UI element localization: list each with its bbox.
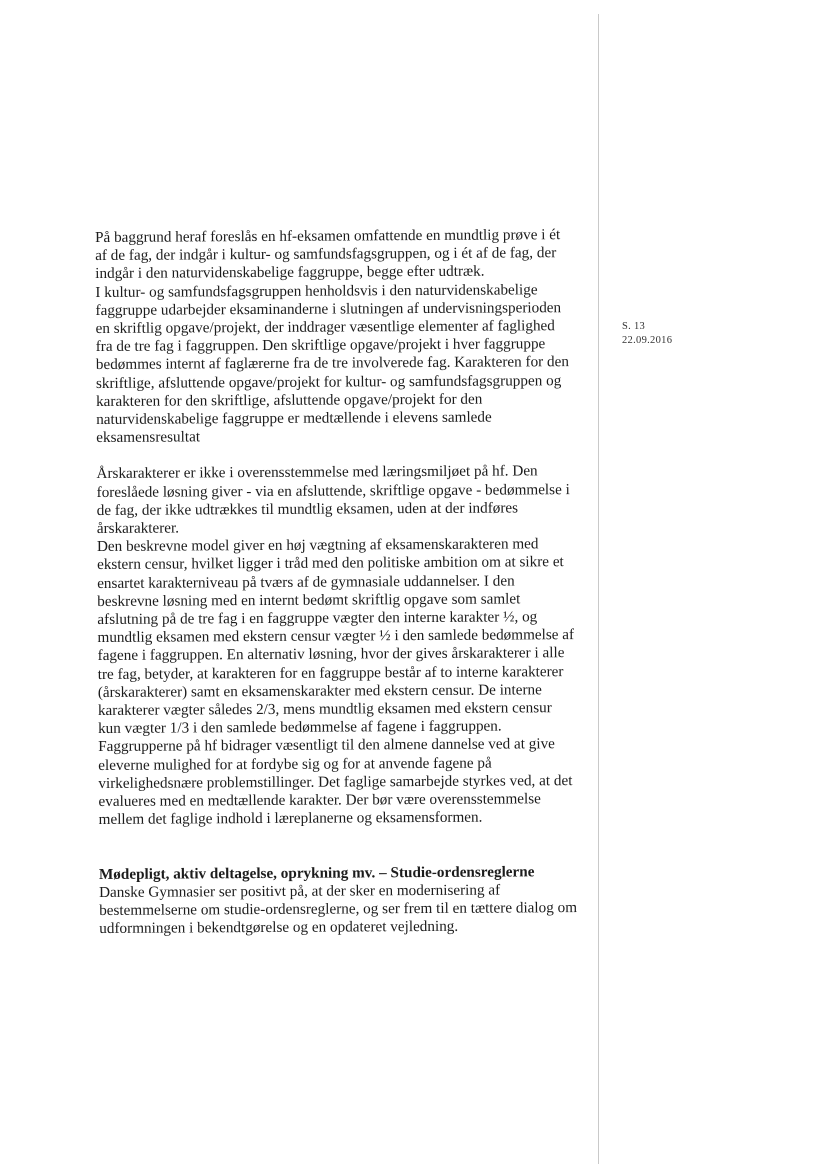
section-gap	[99, 827, 577, 866]
paragraph-study-rules: Danske Gymnasier ser positivt på, at der sker en modernisering af bestemmelserne om studie-ordensreglerne, og ser frem til en tættere dialog om udformningen i bekendtgørelse og en opdateret vejledning.	[98, 881, 578, 938]
paragraph-weighting-model: Den beskrevne model giver en høj vægtning af eksamenskarakteren med ekstern censur, hvilket ligger i tråd med den politiske ambition om at sikre et ensartet karakterniveau på tværs af de gymnasiale uddannelser. I den beskrevne løsning med en internt bedømt skriftlig opgave som samlet afslutning på de tre fag i en faggruppe vægter den interne karakter ½, og mundtlig eksamen med ekstern censur vægter ½ i den samlede bedømmelse af fagene i faggruppen. En alternativ løsning, hvor der gives årskarakterer i alle tre fag, betyder, at karakteren for en faggruppe består af to interne karakterer (årskarakterer) samt en eksamenskarakter med ekstern censur. De interne karakterer vægter således 2/3, mens mundtlig eksamen med ekstern censur kun vægter 1/3 i den samlede bedømmelse af fagene i faggruppen.	[96, 535, 575, 738]
paragraph-written-project: I kultur- og samfundsfagsgruppen henholdsvis i den naturvidenskabelige faggruppe udarbejder eksaminanderne i slutningen af undervisningsperioden en skriftlig opgave/projekt, der inddrager væsentlige elementer af faglighed fra de tre fag i faggruppen. Den skriftlige opgave/projekt i hver faggruppe bedømmes internt af faglærerne fra de tre involverede fag. Karakteren for den skriftlige, afsluttende opgave/projekt for kultur- og samfundsfagsgruppen og karakteren for den skriftlige, afsluttende opgave/projekt for den naturvidenskabelige faggruppe er medtællende i elevens samlede eksamensresultat	[95, 280, 569, 447]
paragraph-hf-exam-proposal: På baggrund heraf foreslås en hf-eksamen omfattende en mundtlig prøve i ét af de fag, der indgår i kultur- og samfundsfagsgruppen, og i ét af de fag, der indgår i den naturvidenskabelige faggruppe, begge efter udtræk.	[95, 226, 561, 283]
body-text	[95, 226, 577, 938]
document-date: 22.09.2016	[622, 335, 673, 346]
margin-rule	[598, 14, 599, 1164]
paragraph-year-grades: Årskarakterer er ikke i overensstemmelse med læringsmiljøet på hf. Den foreslåede løsning giver - via en afsluttende, skriftlige opgave - bedømmelse i de fag, der ikke udtrækkes til mundtlig eksamen, uden at der indføres årskarakterer.	[96, 462, 570, 538]
page-number: S. 13	[622, 321, 646, 332]
margin-note	[622, 320, 672, 348]
paragraph-subject-groups: Faggrupperne på hf bidrager væsentligt til den almene dannelse ved at give eleverne mulighed for at fordybe sig og for at anvende fagene på virkelighedsnære problemstillinger. Det faglige samarbejde styrkes ved, at det evalueres med en medtællende karakter. Der bør være overensstemmelse mellem det faglige indhold i læreplanerne og eksamensformen.	[98, 735, 573, 829]
section-heading-attendance: Mødepligt, aktiv deltagelse, oprykning mv. – Studie-ordensreglerne	[98, 862, 535, 883]
